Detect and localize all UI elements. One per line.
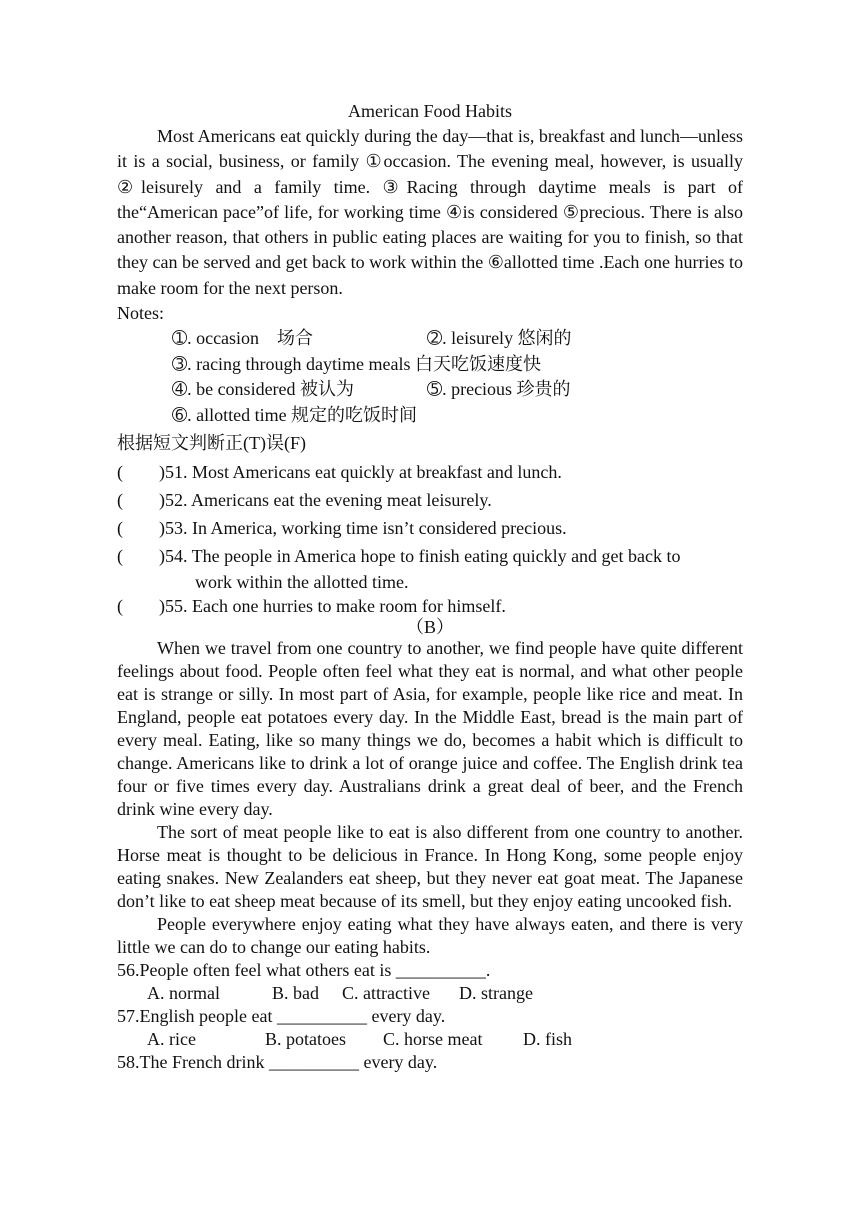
passage-b-paragraph: The sort of meat people like to eat is also different from one country to another. Horse meat is thought to be delicious in France. In Hong Kong, some people enjoy eating snakes. New Zealanders eat sheep, but they never eat goat meat. The Japanese don’t like to eat sheep meat because of its smell, but they enjoy eating uncooked fish. (117, 821, 743, 911)
note-row (172, 403, 743, 429)
tf-question-text: 52. Americans eat the evening meat leisurely. (165, 489, 492, 510)
tf-question-text: 55. Each one hurries to make room for himself. (165, 595, 506, 616)
mc-options (147, 982, 743, 1005)
mc-option[interactable]: D. strange (459, 982, 533, 1003)
mc-question-list (117, 959, 743, 1074)
note-row (172, 352, 743, 378)
passage-a-title: American Food Habits (348, 101, 512, 121)
tf-question (117, 486, 743, 514)
tf-question (117, 542, 743, 570)
mc-options (147, 1028, 743, 1051)
answer-blank[interactable]: ( ) (117, 517, 165, 538)
note-row (172, 377, 743, 403)
answer-blank[interactable]: ( ) (117, 461, 165, 482)
mc-option[interactable]: A. normal (147, 982, 220, 1003)
tf-question-continuation: work within the allotted time. (195, 571, 409, 592)
tf-instruction: 根据短文判断正(T)误(F) (117, 432, 306, 453)
mc-option[interactable]: C. attractive (342, 982, 430, 1003)
mc-option[interactable]: D. fish (523, 1028, 572, 1049)
tf-question-text: 51. Most Americans eat quickly at breakfast and lunch. (165, 461, 562, 482)
mc-option[interactable]: A. rice (147, 1028, 196, 1049)
passage-b-paragraph: When we travel from one country to another, we find people have quite different feelings about food. People often feel what they eat is normal, and what other people eat is strange or silly. In most part of Asia, for example, people like rice and meat. In England, people eat potatoes every day. In the Middle East, bread is the main part of every meal. Eating, like so many things we do, becomes a habit which is difficult to change. Americans like to drink a lot of orange juice and coffee. The English drink tea four or five times every day. Australians drink a great deal of beer, and the French drink wine every day. (117, 637, 743, 819)
notes-label: Notes: (117, 303, 164, 324)
note-item: ➃. be considered 被认为 (172, 379, 355, 400)
mc-question: 58.The French drink __________ every day. (117, 1051, 438, 1072)
document-page (117, 98, 743, 1074)
mc-option[interactable]: B. potatoes (265, 1028, 346, 1049)
note-item: ➁. leisurely 悠闲的 (427, 328, 572, 349)
note-item: ➅. allotted time 规定的吃饭时间 (172, 405, 418, 426)
notes-list (117, 326, 743, 429)
mc-question: 56.People often feel what others eat is __________. (117, 959, 491, 980)
tf-question (117, 594, 743, 618)
passage-a-paragraph: Most Americans eat quickly during the day—that is, breakfast and lunch—unless it is a social, business, or family ①occasion. The evening meal, however, is usually ②leisurely and a family time. ③Racing through daytime meals is part of the“American pace”of life, for working time ④is considered ⑤precious. There is also another reason, that others in public eating places are waiting for you to finish, so that they can be served and get back to work within the ⑥allotted time .Each one hurries to make room for the next person. (117, 126, 743, 298)
tf-question-text: 54. The people in America hope to finish eating quickly and get back to (165, 545, 681, 566)
tf-question-text: 53. In America, working time isn’t considered precious. (165, 517, 567, 538)
mc-option[interactable]: B. bad (272, 982, 319, 1003)
answer-blank[interactable]: ( ) (117, 595, 165, 616)
tf-question (117, 514, 743, 542)
section-b-label: （B） (405, 616, 454, 637)
tf-question-list (117, 458, 743, 618)
note-item: ➀. occasion 场合 (172, 328, 314, 349)
note-item: ➄. precious 珍贵的 (427, 379, 571, 400)
passage-b-paragraph: People everywhere enjoy eating what they have always eaten, and there is very little we can do to change our eating habits. (117, 913, 743, 957)
answer-blank[interactable]: ( ) (117, 545, 165, 566)
answer-blank[interactable]: ( ) (117, 489, 165, 510)
mc-question: 57.English people eat __________ every day. (117, 1005, 446, 1026)
note-item: ➂. racing through daytime meals 白天吃饭速度快 (172, 353, 542, 374)
mc-option[interactable]: C. horse meat (383, 1028, 483, 1049)
note-row (172, 326, 743, 352)
tf-question (117, 458, 743, 486)
